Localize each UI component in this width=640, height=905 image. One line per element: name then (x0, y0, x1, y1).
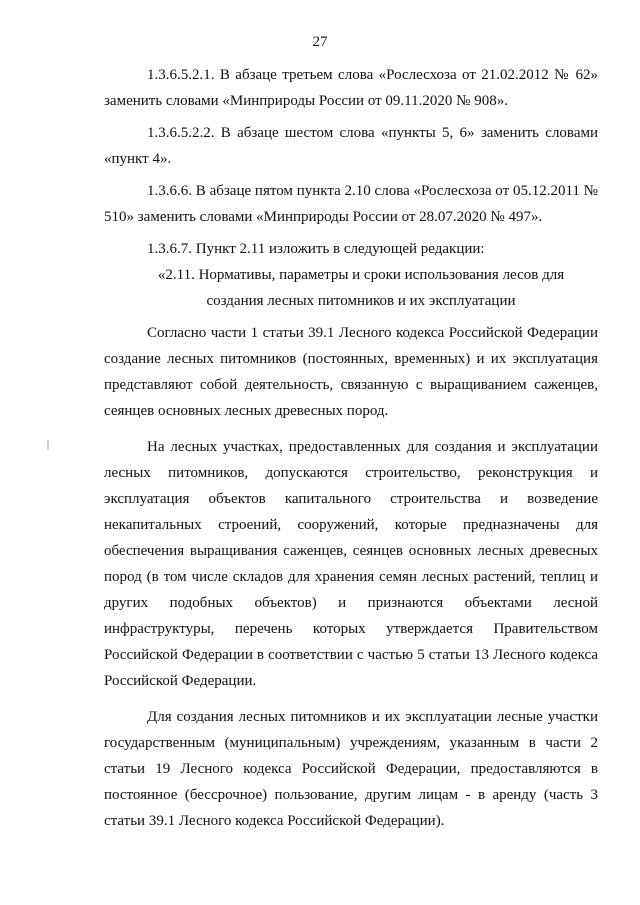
paragraph-land-provision: Для создания лесных питомников и их эксплуатации лесные участки государственным (муниципальным) учреждениям, указанным в части 2 статьи 19 Лесного кодекса Российской Федерации, предоставляются в постоянное (бессрочное) пользование, другим лицам - в аренду (часть 3 статьи 39.1 Лесного кодекса Российской Федерации). (104, 709, 598, 829)
paragraph-1-3-6-6: 1.3.6.6. В абзаце пятом пункта 2.10 слова «Рослесхоза от 05.12.2011 № 510» заменить словами «Минприроды России от 28.07.2020 № 497». (104, 183, 598, 225)
section-heading-line-2: создания лесных питомников и их эксплуатации (206, 293, 516, 309)
paragraph-1-3-6-7: 1.3.6.7. Пункт 2.11 изложить в следующей редакции: (147, 241, 485, 257)
section-heading-line-1: «2.11. Нормативы, параметры и сроки использования лесов для (157, 267, 565, 283)
page-number: 27 (312, 34, 328, 50)
section-heading-2-11 (104, 262, 598, 314)
paragraph-1-3-6-5-2-1: 1.3.6.5.2.1. В абзаце третьем слова «Рослесхоза от 21.02.2012 № 62» заменить словами «Минприроды России от 09.11.2020 № 908». (104, 67, 598, 109)
paragraph-forest-infrastructure: На лесных участках, предоставленных для создания и эксплуатации лесных питомников, допускаются строительство, реконструкция и эксплуатация объектов капитального строительства и возведение некапитальных строений, сооружений, которые предназначены для обеспечения выращивания саженцев, сеянцев основных лесных древесных пород (в том числе складов для хранения семян лесных растений, теплиц и других подобных объектов) и признаются объектами лесной инфраструктуры, перечень которых утверждается Правительством Российской Федерации в соответствии с частью 5 статьи 13 Лесного кодекса Российской Федерации. (104, 439, 598, 689)
paragraph-1-3-6-5-2-2: 1.3.6.5.2.2. В абзаце шестом слова «пункты 5, 6» заменить словами «пункт 4». (104, 125, 598, 167)
paragraph-forest-nurseries-definition: Согласно части 1 статьи 39.1 Лесного кодекса Российской Федерации создание лесных питомников (постоянных, временных) и их эксплуатация представляют собой деятельность, связанную с выращиванием саженцев, сеянцев основных лесных древесных пород. (104, 325, 598, 419)
document-body (104, 62, 598, 840)
scan-margin-mark (47, 440, 49, 450)
